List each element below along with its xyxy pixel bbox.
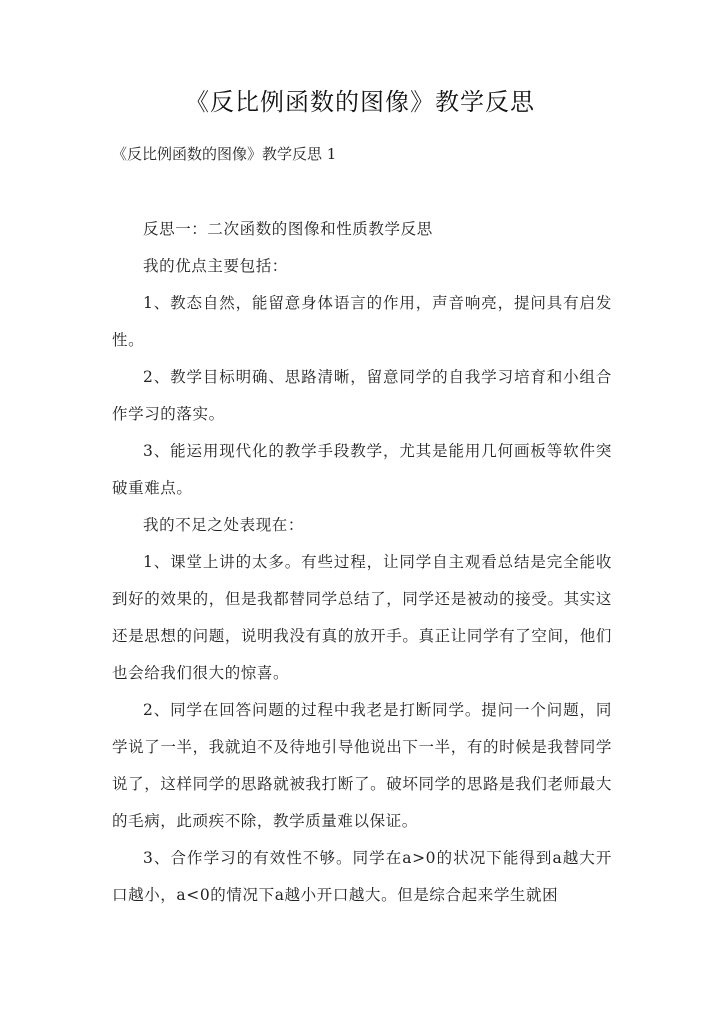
paragraph-weakness-2: 2、同学在回答问题的过程中我老是打断同学。提问一个问题，同学说了一半，我就迫不及待地引导他说出下一半，有的时候是我替同学说了，这样同学的思路就被我打断了。破坏同学的思路是我们老师最大的毛病，此顽疾不除，教学质量难以保证。	[112, 701, 612, 830]
paragraph-strengths-heading: 我的优点主要包括：	[143, 257, 288, 275]
document-title: 《反比例函数的图像》教学反思	[185, 88, 535, 116]
paragraph-weaknesses-heading: 我的不足之处表现在：	[143, 516, 305, 534]
document-subtitle: 《反比例函数的图像》教学反思 1	[112, 145, 337, 163]
document-body	[112, 211, 612, 914]
paragraph-strength-2: 2、教学目标明确、思路清晰，留意同学的自我学习培育和小组合作学习的落实。	[112, 368, 612, 423]
paragraph-strength-1: 1、教态自然，能留意身体语言的作用，声音响亮，提问具有启发性。	[112, 294, 612, 349]
paragraph-reflection-heading: 反思一：二次函数的图像和性质教学反思	[143, 220, 433, 238]
paragraph-weakness-1: 1、课堂上讲的太多。有些过程，让同学自主观看总结是完全能收到好的效果的，但是我都替同学总结了，同学还是被动的接受。其实这还是思想的问题，说明我没有真的放开手。真正让同学有了空间，他们也会给我们很大的惊喜。	[112, 553, 612, 682]
paragraph-strength-3: 3、能运用现代化的教学手段教学，尤其是能用几何画板等软件突破重难点。	[112, 442, 612, 497]
paragraph-weakness-3: 3、合作学习的有效性不够。同学在a>0的状况下能得到a越大开口越小，a<0的情况下a越小开口越大。但是综合起来学生就困	[112, 849, 612, 904]
